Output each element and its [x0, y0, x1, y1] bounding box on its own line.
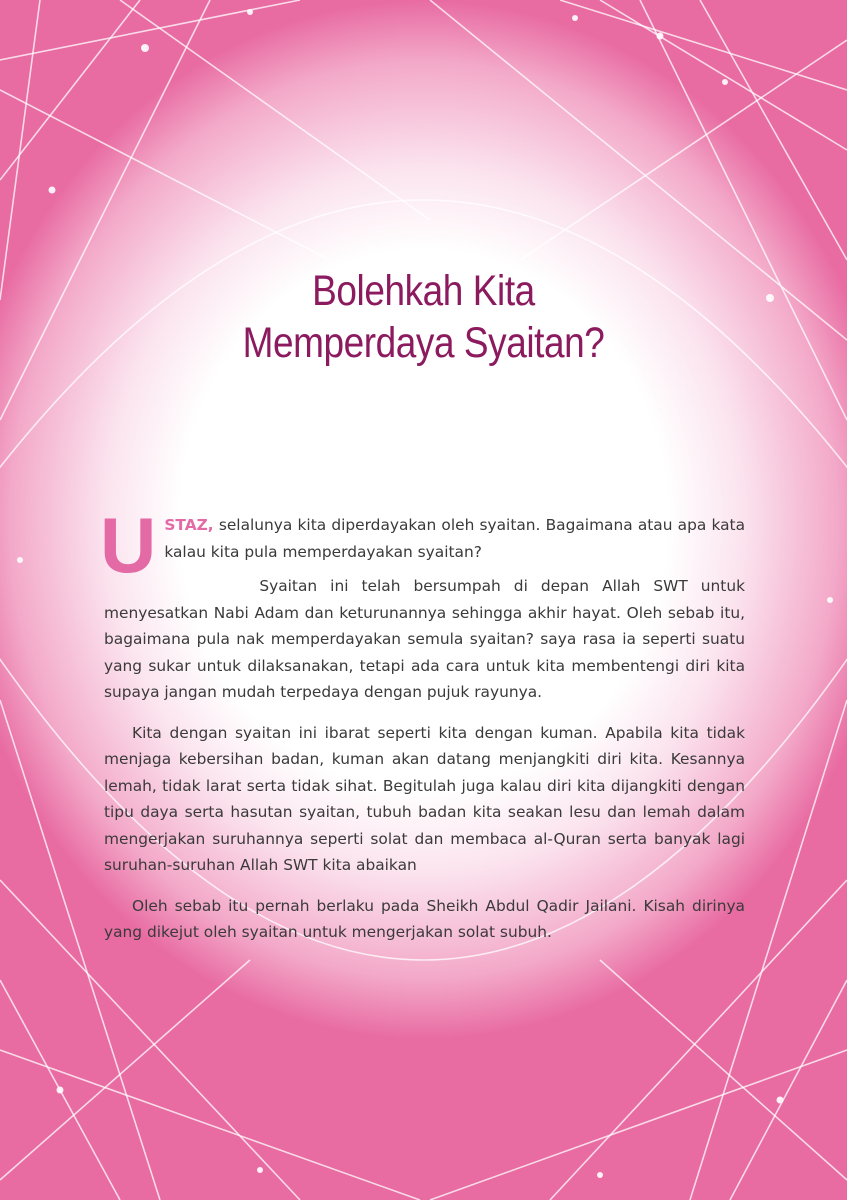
lead-word: STAZ,	[164, 516, 214, 534]
paragraph-4: Oleh sebab itu pernah berlaku pada Sheikh Abdul Qadir Jailani. Kisah dirinya yang dikejut oleh syaitan untuk mengerjakan solat subuh.	[104, 896, 745, 941]
paragraph-1-text: selalunya kita diperdayakan oleh syaitan. Bagaimana atau apa kata kalau kita pula memperdayakan syaitan?	[164, 516, 745, 561]
title-line-1: Bolehkah Kita	[312, 267, 535, 315]
drop-cap: U	[100, 501, 157, 589]
paragraph-1	[100, 501, 745, 589]
title-line-2: Memperdaya Syaitan?	[242, 319, 605, 367]
article-body	[100, 501, 745, 946]
paragraph-2: Syaitan ini telah bersumpah di depan Allah SWT untuk menyesatkan Nabi Adam dan keturunannya sehingga akhir hayat. Oleh sebab itu, bagaimana pula nak memperdayakan semula syaitan? saya rasa ia seperti suatu yang sukar untuk dilaksanakan, tetapi ada cara untuk kita membentengi diri kita supaya jangan mudah terpedaya dengan pujuk rayunya.	[104, 577, 745, 701]
article-title	[59, 265, 787, 369]
paragraph-3: Kita dengan syaitan ini ibarat seperti kita dengan kuman. Apabila kita tidak menjaga kebersihan badan, kuman akan datang menjangkiti diri kita. Kesannya lemah, tidak larat serta tidak sihat. Begitulah juga kalau diri kita dijangkiti dengan tipu daya serta hasutan syaitan, tubuh badan kita seakan lesu dan lemah dalam mengerjakan suruhannya seperti solat dan membaca al-Quran serta banyak lagi suruhan-suruhan Allah SWT kita abaikan	[104, 723, 745, 874]
